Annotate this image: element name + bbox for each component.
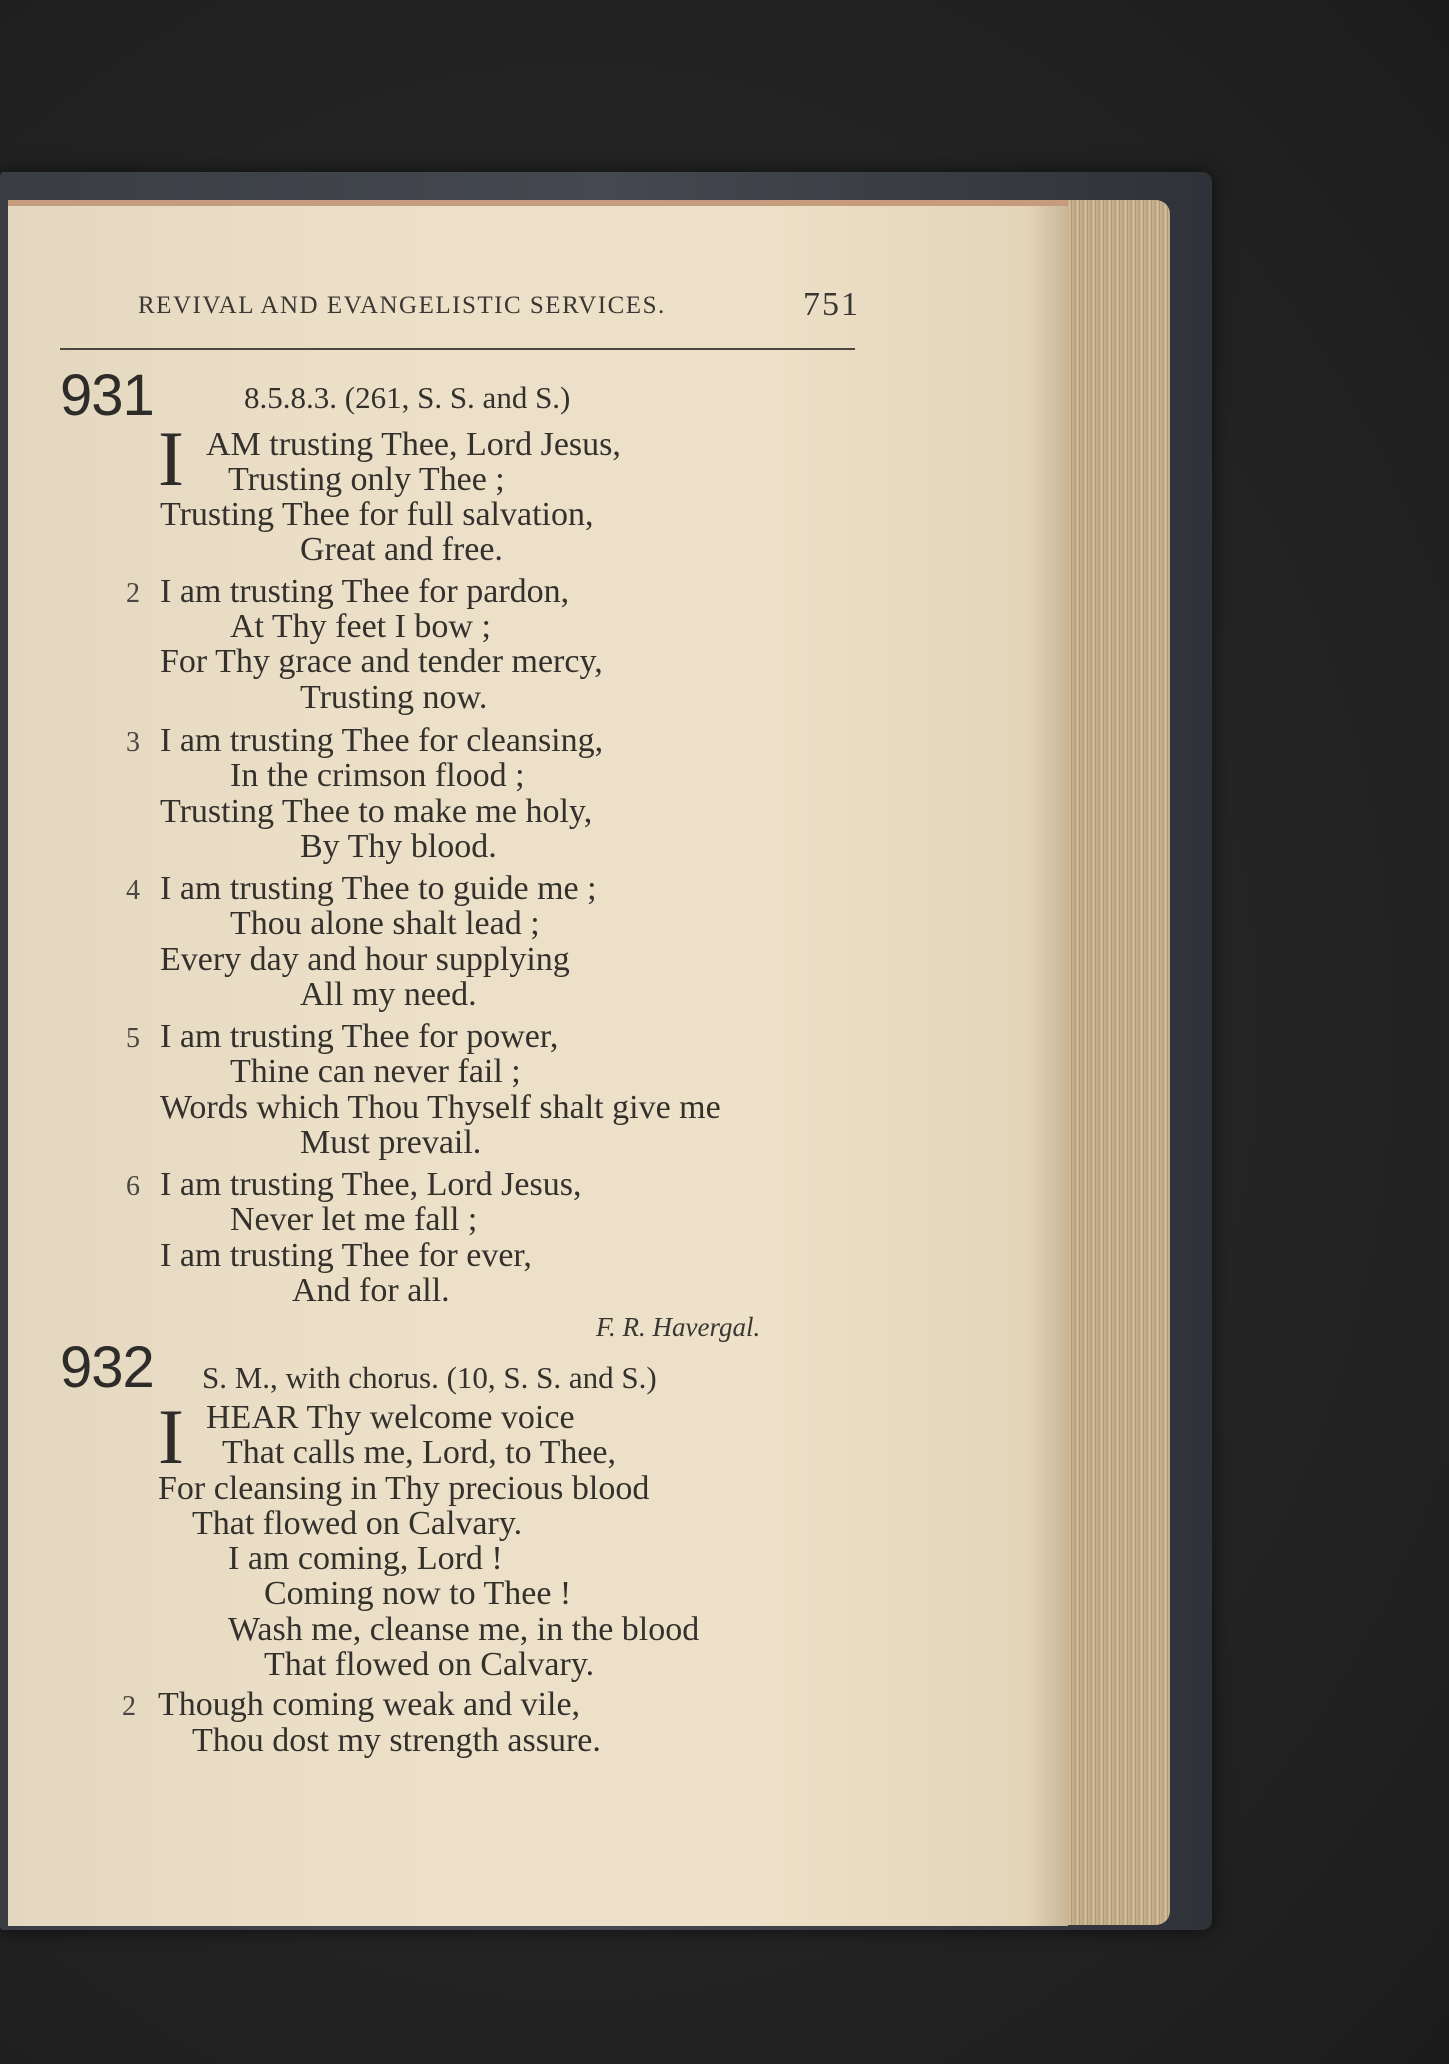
hymn-931-v6-l1: I am trusting Thee, Lord Jesus,: [160, 1166, 582, 1203]
hymn-931-meter: 8.5.8.3. (261, S. S. and S.): [244, 380, 571, 415]
hymn-931-v1-l1: AM trusting Thee, Lord Jesus,: [206, 426, 621, 463]
header-rule: [60, 348, 855, 350]
hymn-931-author: F. R. Havergal.: [596, 1312, 761, 1342]
hymn-931-v4-l3: Every day and hour supplying: [160, 941, 570, 978]
hymn-932-chorus-l4: That flowed on Calvary.: [264, 1646, 595, 1683]
hymn-931-v5-l4: Must prevail.: [300, 1124, 482, 1161]
hymn-931-v3-number: 3: [126, 727, 140, 758]
hymn-number-931: 931: [60, 363, 154, 428]
hymn-931-v3-l4: By Thy blood.: [300, 828, 497, 865]
hymn-931-v2-l3: For Thy grace and tender mercy,: [160, 643, 603, 680]
hymn-931-v6-l4: And for all.: [292, 1272, 450, 1309]
hymn-932-dropcap: I: [158, 1393, 184, 1480]
hymn-number-932: 932: [60, 1335, 154, 1400]
hymn-931-v5-l2: Thine can never fail ;: [230, 1053, 521, 1090]
page-header: [130, 286, 860, 340]
hymn-931-v6-l2: Never let me fall ;: [230, 1201, 478, 1238]
hymn-931-v3-l1: I am trusting Thee for cleansing,: [160, 722, 604, 759]
hymn-931-v5-l1: I am trusting Thee for power,: [160, 1018, 559, 1055]
hymn-931-v2-l1: I am trusting Thee for pardon,: [160, 573, 570, 610]
hymn-931-v3-l3: Trusting Thee to make me holy,: [160, 793, 593, 830]
hymn-932-v1-l1: HEAR Thy welcome voice: [206, 1399, 575, 1436]
hymn-931-v4-l2: Thou alone shalt lead ;: [230, 905, 540, 942]
hymn-931-v2-number: 2: [126, 578, 140, 609]
hymn-932-v1-l3: For cleansing in Thy precious blood: [158, 1470, 650, 1507]
hymn-931-v1-l4: Great and free.: [300, 531, 503, 568]
hymn-932-chorus-l3: Wash me, cleanse me, in the blood: [228, 1611, 700, 1648]
hymn-931-v1-l2: Trusting only Thee ;: [228, 461, 505, 498]
hymn-932-v2-number: 2: [122, 1691, 136, 1722]
hymn-932-chorus-l2: Coming now to Thee !: [264, 1575, 572, 1612]
hymn-931-v1-l3: Trusting Thee for full salvation,: [160, 496, 594, 533]
hymn-932-v1-l2: That calls me, Lord, to Thee,: [222, 1434, 617, 1471]
hymn-931-v2-l2: At Thy feet I bow ;: [230, 608, 491, 645]
hymn-932-v2-l1: Though coming weak and vile,: [158, 1686, 581, 1723]
hymn-932-v1-l4: That flowed on Calvary.: [192, 1505, 523, 1542]
hymn-931-v4-number: 4: [126, 875, 140, 906]
hymn-931-v5-l3: Words which Thou Thyself shalt give me: [160, 1089, 721, 1126]
hymn-931-v4-l4: All my need.: [300, 976, 477, 1013]
hymn-931-v6-number: 6: [126, 1171, 140, 1202]
hymn-932-v2-l2: Thou dost my strength assure.: [192, 1722, 601, 1759]
hymn-931-v2-l4: Trusting now.: [300, 679, 488, 716]
hymn-931-v5-number: 5: [126, 1023, 140, 1054]
hymn-931-v4-l1: I am trusting Thee to guide me ;: [160, 870, 597, 907]
hymn-931-dropcap: I: [158, 415, 184, 502]
hymn-932-chorus-l1: I am coming, Lord !: [228, 1540, 503, 1577]
hymn-931-v6-l3: I am trusting Thee for ever,: [160, 1237, 532, 1274]
hymn-932-meter: S. M., with chorus. (10, S. S. and S.): [202, 1360, 657, 1395]
page-number: 751: [803, 286, 860, 323]
running-head: REVIVAL AND EVANGELISTIC SERVICES.: [138, 292, 666, 319]
hymn-931-v3-l2: In the crimson flood ;: [230, 757, 525, 794]
